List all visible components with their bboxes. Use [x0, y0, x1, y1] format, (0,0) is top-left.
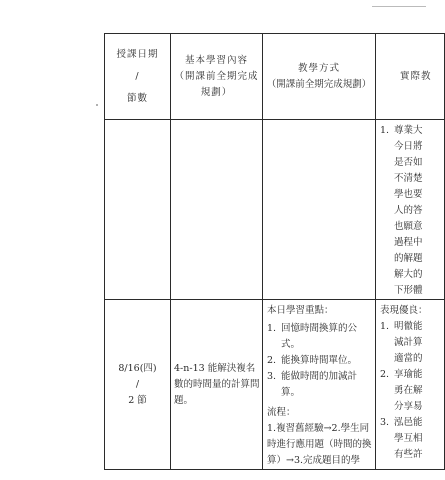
- list-text: 勇在解: [394, 385, 423, 396]
- row2-content-cell: [171, 300, 263, 470]
- row2-sessions: 2 節: [128, 394, 147, 406]
- row2-content-text: 4-n-13 能解決複名數的時間量的計算問題。: [174, 362, 260, 406]
- actual-line: [380, 235, 441, 251]
- header-actual: [376, 34, 445, 120]
- header-basic-content-note1: （開課前全期完成: [174, 70, 259, 82]
- list-text: 學也要: [394, 189, 423, 200]
- actual-line: [380, 171, 441, 187]
- actual-line: [380, 267, 441, 283]
- actual-line: [380, 251, 441, 267]
- header-slash: /: [135, 70, 140, 82]
- row1-actual-cell: [376, 120, 445, 300]
- list-text: 能換算時間單位。: [281, 355, 358, 366]
- list-text: 過程中: [394, 237, 423, 248]
- lesson-plan-table: [104, 33, 445, 470]
- actual-line: [380, 383, 441, 399]
- table-row: [105, 120, 445, 300]
- actual-line: [380, 431, 441, 447]
- actual-line: [380, 335, 441, 351]
- actual-line: [380, 319, 441, 335]
- row1-date-cell: [105, 120, 171, 300]
- method-flow-text: 1.複習舊經驗→2.學生同時進行應用題（時間的換算）→3.完成題目的學: [267, 423, 372, 466]
- list-text: 分享易: [394, 401, 423, 412]
- list-text: 適當的: [394, 353, 423, 364]
- list-number: 1.: [380, 125, 390, 136]
- header-basic-content-note2: 規劃）: [200, 86, 233, 98]
- list-text: 學互相: [394, 433, 423, 444]
- row2-actual-cell: [376, 300, 445, 470]
- actual-line: [380, 123, 441, 139]
- actual-line: [380, 283, 441, 299]
- actual-line: [380, 203, 441, 219]
- row2-date: 8/16(四): [118, 362, 157, 374]
- actual-line: [380, 219, 441, 235]
- list-text: 也願意: [394, 221, 423, 232]
- list-text: 回憶時間換算的公式。: [281, 323, 358, 350]
- header-basic-content: [171, 34, 263, 120]
- list-number: 3.: [267, 371, 277, 382]
- method-point: [267, 353, 373, 369]
- list-text: 是否如: [394, 157, 423, 168]
- table-row: [105, 300, 445, 470]
- header-teaching-method-label: 教學方式: [297, 62, 340, 74]
- row2-date-cell: [105, 300, 171, 470]
- method-flow-title: 流程：: [267, 407, 296, 418]
- list-number: 2.: [380, 369, 390, 380]
- list-text: 享瑜能: [394, 369, 423, 380]
- header-sessions-label: 節數: [126, 92, 148, 104]
- actual-line: [380, 399, 441, 415]
- row2-method-cell: [263, 300, 376, 470]
- header-basic-content-label: 基本學習內容: [184, 54, 248, 66]
- row2-slash: /: [135, 378, 140, 390]
- row1-method-cell: [263, 120, 376, 300]
- list-text: 能做時間的加減計算。: [281, 371, 358, 398]
- header-teaching-method-note: （開課前全期完成規劃）: [266, 78, 372, 90]
- list-text: 不清楚: [394, 173, 423, 184]
- list-text: 減計算: [394, 337, 423, 348]
- actual-line: [380, 447, 441, 463]
- actual-line: [380, 415, 441, 431]
- row1-actual-list: [380, 123, 441, 299]
- top-rule: [372, 6, 426, 7]
- actual-line: [380, 351, 441, 367]
- actual-line: [380, 187, 441, 203]
- list-number: 1.: [380, 321, 390, 332]
- list-text: 尊業大: [394, 125, 423, 136]
- header-date-sessions: [105, 34, 171, 120]
- list-text: 明徹能: [394, 321, 423, 332]
- list-number: 1.: [267, 323, 277, 334]
- list-text: 人的答: [394, 205, 423, 216]
- header-row: [105, 34, 445, 120]
- header-teaching-method: [263, 34, 376, 120]
- actual-line: [380, 367, 441, 383]
- list-number: 2.: [267, 355, 277, 366]
- list-number: 3.: [380, 417, 390, 428]
- header-date-label: 授課日期: [116, 48, 159, 60]
- list-text: 下形體: [394, 285, 423, 296]
- list-text: 泓邑能: [394, 417, 423, 428]
- actual-title: 表現優良：: [380, 305, 428, 316]
- method-point: [267, 321, 373, 353]
- scan-speck: [96, 104, 98, 106]
- method-points-list: [267, 321, 373, 401]
- method-title: 本日學習重點：: [267, 305, 334, 316]
- actual-line: [380, 155, 441, 171]
- list-text: 今日將: [394, 141, 423, 152]
- method-point: [267, 369, 373, 401]
- list-text: 有些許: [394, 449, 423, 460]
- actual-line: [380, 139, 441, 155]
- row2-actual-list: [380, 319, 441, 463]
- list-text: 解大的: [394, 269, 423, 280]
- header-actual-label: 實際教: [400, 70, 432, 82]
- list-text: 的解題: [394, 253, 423, 264]
- row1-content-cell: [171, 120, 263, 300]
